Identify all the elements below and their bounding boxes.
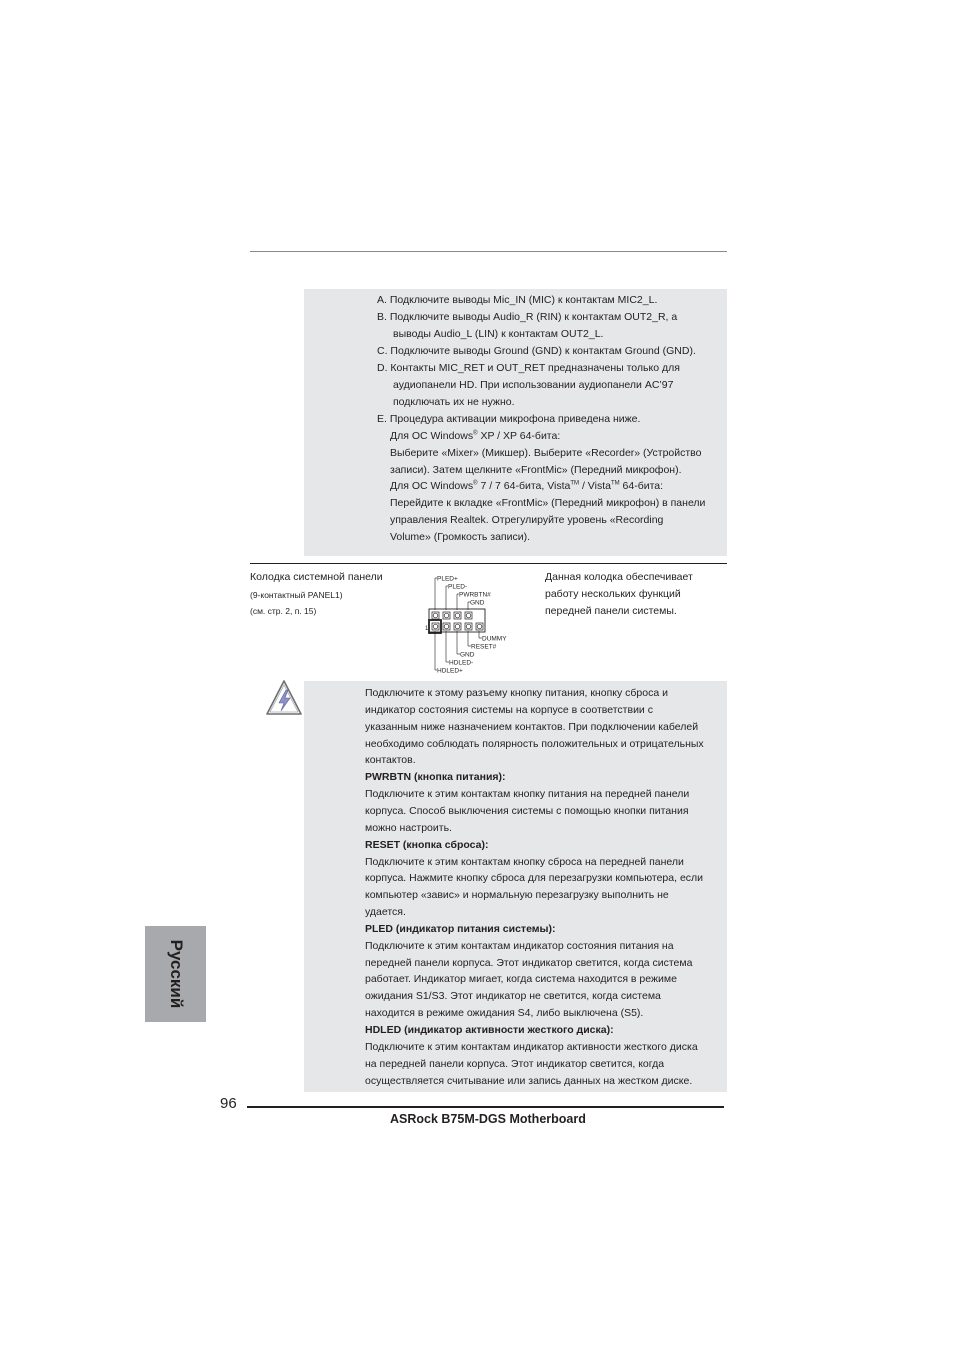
audio-line: D. Контакты MIC_RET и OUT_RET предназначены только для bbox=[377, 362, 680, 374]
audio-line: Выберите «Mixer» (Микшер). Выберите «Recorder» (Устройство bbox=[390, 447, 702, 459]
audio-line: E. Процедура активации микрофона приведена ниже. bbox=[377, 413, 641, 425]
notes-line: корпуса. Нажмите кнопку сброса для перезагрузки компьютера, если bbox=[365, 872, 704, 885]
audio-line: управления Realtek. Отрегулируйте уровень «Recording bbox=[390, 514, 664, 526]
panel-description-line: Данная колодка обеспечивает bbox=[545, 571, 693, 583]
diagram-label-pled-plus: PLED+ bbox=[437, 575, 458, 583]
notes-line: осуществляется считывание или запись данных на жестком диске. bbox=[365, 1074, 693, 1087]
panel-subtitle: (9-контактный PANEL1) bbox=[250, 590, 343, 600]
notes-line: компьютер «завис» и нормальную перезагрузку выполнить не bbox=[365, 889, 669, 902]
diagram-label-dummy: DUMMY bbox=[482, 635, 507, 643]
notes-line: корпуса. Способ выключения системы с помощью кнопки питания bbox=[365, 804, 689, 817]
notes-line: удается. bbox=[365, 906, 406, 919]
diagram-pin1-label: 1 bbox=[425, 626, 429, 632]
notes-line: работает. Индикатор мигает, когда система находится в режиме bbox=[365, 973, 677, 986]
language-side-tab bbox=[145, 926, 206, 1022]
diagram-label-reset: RESET# bbox=[471, 643, 497, 651]
audio-line: Перейдите к вкладке «FrontMic» (Передний микрофон) в панели bbox=[390, 497, 706, 509]
warning-icon bbox=[264, 678, 304, 718]
notes-line: указанным ниже назначением контактов. При подключении кабелей bbox=[365, 720, 699, 733]
notes-heading: PWRBTN (кнопка питания): bbox=[365, 771, 506, 784]
notes-line: Подключите к этим контактам индикатор активности жесткого диска bbox=[365, 1040, 698, 1053]
footer-rule bbox=[247, 1106, 724, 1108]
panel-description-line: передней панели системы. bbox=[545, 605, 677, 617]
notes-line: Подключите к этим контактам кнопку питания на передней панели bbox=[365, 788, 690, 801]
notes-line: можно настроить. bbox=[365, 821, 452, 834]
notes-heading: PLED (индикатор питания системы): bbox=[365, 922, 556, 935]
notes-heading: RESET (кнопка сброса): bbox=[365, 838, 489, 851]
notes-heading: HDLED (индикатор активности жесткого диска): bbox=[365, 1024, 614, 1036]
audio-line: выводы Audio_L (LIN) к контактам OUT2_L. bbox=[393, 328, 604, 340]
notes-line: на передней панели корпуса. Этот индикатор светится, когда bbox=[365, 1057, 665, 1070]
notes-line: находится в режиме ожидания S4, либо выключена (S5). bbox=[365, 1007, 644, 1020]
notes-line: индикатор состояния системы на корпусе в соответствии с bbox=[365, 703, 653, 716]
notes-line: ожидания S1/S3. Этот индикатор не светится, когда система bbox=[365, 990, 661, 1003]
notes-line: необходимо соблюдать полярность положительных и отрицательных bbox=[365, 737, 704, 750]
audio-winxp-heading: Для ОС Windows® XP / XP 64-бита: bbox=[390, 430, 561, 442]
diagram-label-pled-minus: PLED- bbox=[448, 583, 468, 591]
audio-line: A. Подключите выводы Mic_IN (MIC) к контактам MIC2_L. bbox=[377, 294, 658, 306]
notes-line: передней панели корпуса. Этот индикатор светится, когда система bbox=[365, 956, 693, 969]
audio-line: C. Подключите выводы Ground (GND) к контактам Ground (GND). bbox=[377, 345, 696, 357]
audio-win7-heading: Для ОС Windows® 7 / 7 64-бита, Vista™ / Vista™ 64-бита: bbox=[390, 480, 664, 492]
diagram-label-gnd-top: GND bbox=[470, 599, 485, 607]
audio-line: записи). Затем щелкните «FrontMic» (Передний микрофон). bbox=[390, 464, 682, 476]
audio-line: подключать их не нужно. bbox=[393, 396, 515, 408]
section-rule bbox=[250, 563, 727, 564]
audio-line: B. Подключите выводы Audio_R (RIN) к контактам OUT2_R, а bbox=[377, 311, 678, 323]
footer-product-name: ASRock B75M-DGS Motherboard bbox=[390, 1112, 586, 1126]
notes-line: Подключите к этим контактам индикатор состояния питания на bbox=[365, 939, 674, 952]
diagram-label-hdled-minus: HDLED- bbox=[449, 659, 474, 667]
panel-description-line: работу нескольких функций bbox=[545, 588, 681, 600]
notes-line: контактов. bbox=[365, 754, 416, 767]
audio-line: аудиопанели HD. При использовании аудиопанели AC’97 bbox=[393, 379, 674, 391]
diagram-label-pwrbtn: PWRBTN# bbox=[459, 591, 491, 599]
page-number: 96 bbox=[220, 1095, 237, 1112]
top-rule bbox=[250, 251, 727, 252]
diagram-label-gnd-bottom: GND bbox=[460, 651, 475, 659]
panel-title: Колодка системной панели bbox=[250, 571, 383, 583]
audio-line: Volume» (Громкость записи). bbox=[390, 531, 531, 543]
notes-line: Подключите к этим контактам кнопку сброса на передней панели bbox=[365, 855, 684, 868]
notes-line: Подключите к этому разъему кнопку питания, кнопку сброса и bbox=[365, 687, 668, 699]
diagram-label-hdled-plus: HDLED+ bbox=[437, 667, 463, 675]
panel-page-ref: (см. стр. 2, п. 15) bbox=[250, 606, 317, 616]
panel1-connector-diagram bbox=[424, 572, 514, 676]
language-side-tab-label: Русский bbox=[166, 939, 186, 1009]
